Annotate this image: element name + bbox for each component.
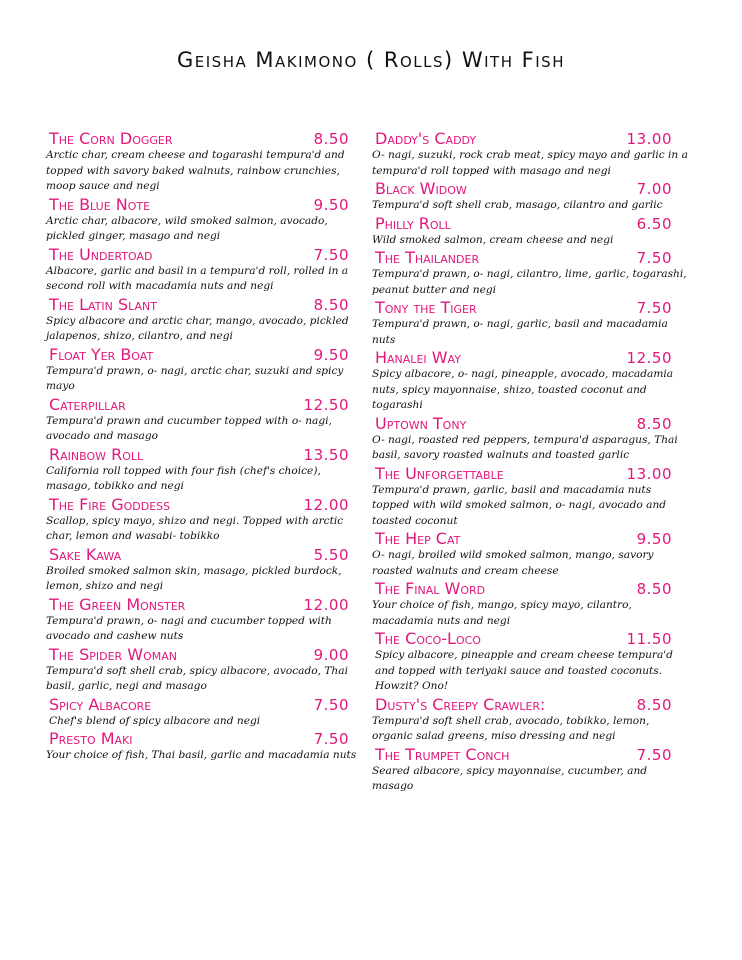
item-price: 7.50 (313, 695, 349, 714)
item-description: Spicy albacore, pineapple and cream cheese tempura'd and topped with teriyaki sauce and toasted coconuts. Howzit? Ono! (375, 649, 673, 692)
item-description: Tempura'd soft shell crab, masago, cilantro and garlic (372, 199, 663, 211)
item-price: 7.00 (636, 180, 672, 198)
menu-item (46, 546, 363, 595)
item-description: Spicy albacore, o- nagi, pineapple, avocado, macadamia nuts, spicy mayonnaise, shizo, toasted coconut and togarashi (372, 368, 674, 411)
item-description: O- nagi, broiled wild smoked salmon, mango, savory roasted walnuts and cream cheese (372, 549, 654, 577)
menu-item (372, 465, 690, 530)
item-name: Uptown Tony (375, 413, 467, 433)
item-price: 9.50 (636, 530, 672, 548)
item-name: The Spider Woman (49, 644, 177, 664)
item-price: 8.50 (636, 695, 672, 714)
menu-item (46, 196, 363, 245)
item-description: California roll topped with four fish (chef's choice), masago, tobikko and negi (46, 464, 321, 492)
item-description: Spicy albacore and arctic char, mango, avocado, pickled jalapenos, shizo, cilantro, and negi (46, 314, 349, 342)
item-price: 13.00 (626, 464, 672, 483)
item-price: 12.50 (303, 395, 349, 414)
item-name: Rainbow Roll (49, 444, 144, 464)
item-description: Your choice of fish, Thai basil, garlic and macadamia nuts (46, 749, 357, 761)
item-description: Tempura'd prawn, o- nagi and cucumber topped with avocado and cashew nuts (46, 614, 332, 642)
menu-item (372, 630, 690, 695)
item-description: Albacore, garlic and basil in a tempura'd roll, rolled in a second roll with macadamia nuts and negi (46, 264, 349, 292)
menu-item (372, 299, 690, 348)
item-description: Broiled smoked salmon skin, masago, pickled burdock, lemon, shizo and negi (46, 564, 342, 592)
menu-item (372, 249, 690, 298)
item-price: 7.50 (636, 299, 672, 317)
item-name: Hanalei Way (375, 348, 461, 367)
item-name: Float Yer Boat (49, 344, 154, 364)
item-name: Dusty's Creepy Crawler: (375, 694, 546, 714)
item-description: O- nagi, roasted red peppers, tempura'd asparagus, Thai basil, savory roasted walnuts and toasted garlic (372, 433, 678, 461)
item-name: Sake Kawa (49, 544, 122, 564)
menu-item (46, 346, 363, 395)
item-price: 7.50 (313, 730, 349, 748)
item-price: 12.50 (626, 349, 672, 367)
menu-item (372, 130, 690, 179)
item-price: 7.50 (636, 745, 672, 764)
item-name: The Green Monster (49, 594, 186, 614)
menu-item (46, 496, 363, 545)
item-description: O- nagi, suzuki, rock crab meat, spicy mayo and garlic in a tempura'd roll topped with masago and negi (372, 149, 688, 177)
item-name: The Corn Dogger (49, 129, 173, 148)
menu-column-right (372, 130, 690, 796)
item-price: 7.50 (636, 249, 672, 267)
item-description: Tempura'd prawn and cucumber topped with o- nagi, avocado and masago (46, 414, 332, 442)
item-description: Seared albacore, spicy mayonnaise, cucumber, and masago (372, 764, 648, 792)
menu-item (372, 215, 690, 249)
item-name: The Fire Goddess (49, 494, 171, 514)
item-name: Philly Roll (375, 213, 451, 233)
item-description: Tempura'd soft shell crab, avocado, tobikko, lemon, organic salad greens, miso dressing and negi (372, 714, 650, 742)
item-price: 13.00 (626, 130, 672, 148)
menu-item (46, 246, 363, 295)
page-title: Geisha Makimono ( Rolls) With Fish (177, 48, 565, 72)
item-name: The Trumpet Conch (375, 744, 510, 764)
item-price: 13.50 (303, 445, 349, 464)
menu-item (372, 696, 690, 745)
item-description: Wild smoked salmon, cream cheese and negi (372, 233, 614, 246)
menu-item (372, 746, 690, 795)
item-description: Your choice of fish, mango, spicy mayo, cilantro, macadamia nuts and negi (372, 599, 632, 627)
item-description: Tempura'd prawn, o- nagi, arctic char, suzuki and spicy mayo (46, 364, 344, 392)
item-price: 8.50 (313, 295, 349, 314)
item-description: Arctic char, albacore, wild smoked salmon, avocado, pickled ginger, masago and negi (46, 214, 328, 242)
menu-item (372, 580, 690, 629)
item-price: 9.00 (313, 645, 349, 664)
item-name: The Latin Slant (49, 294, 157, 314)
item-description: Chef's blend of spicy albacore and negi (49, 714, 261, 727)
item-price: 9.50 (313, 345, 349, 364)
item-price: 11.50 (626, 630, 672, 648)
item-name: The Undertoad (49, 244, 153, 264)
menu-item (46, 646, 363, 695)
item-name: The Thailander (375, 248, 480, 267)
item-description: Tempura'd prawn, o- nagi, garlic, basil and macadamia nuts (372, 318, 668, 346)
item-name: Black Widow (375, 179, 467, 198)
item-name: The Final Word (375, 579, 486, 598)
item-price: 8.50 (636, 414, 672, 433)
menu-item (372, 530, 690, 579)
item-name: Tony the Tiger (375, 298, 477, 317)
item-price: 6.50 (636, 214, 672, 233)
item-price: 12.00 (303, 595, 349, 614)
item-description: Tempura'd prawn, garlic, basil and macadamia nuts topped with wild smoked salmon, o- nagi, avocado and toasted coconut (372, 483, 667, 527)
item-name: Spicy Albacore (49, 694, 152, 714)
item-description: Arctic char, cream cheese and togarashi tempura'd and topped with savory baked walnuts, rainbow crunchies, moop sauce and negi (46, 149, 345, 192)
item-description: Scallop, spicy mayo, shizo and negi. Topped with arctic char, lemon and wasabi- tobikko (46, 514, 344, 542)
menu-item (46, 396, 363, 445)
menu-item (372, 180, 690, 214)
item-name: Presto Maki (49, 729, 133, 748)
item-name: The Blue Note (49, 194, 151, 214)
item-name: Caterpillar (49, 394, 126, 414)
item-name: The Coco-Loco (375, 629, 481, 648)
menu-item (46, 596, 363, 645)
item-name: The Hep Cat (375, 529, 461, 548)
menu-item (372, 415, 690, 464)
item-name: The Unforgettable (375, 463, 504, 483)
item-price: 5.50 (313, 545, 349, 564)
item-price: 12.00 (303, 495, 349, 514)
item-price: 9.50 (313, 195, 349, 214)
item-price: 8.50 (313, 130, 349, 148)
menu-item (46, 130, 363, 195)
item-description: Tempura'd soft shell crab, spicy albacore, avocado, Thai basil, garlic, negi and masago (46, 664, 348, 692)
item-price: 7.50 (313, 245, 349, 264)
menu-item (46, 296, 363, 345)
item-price: 8.50 (636, 580, 672, 598)
menu-item (46, 730, 363, 764)
item-name: Daddy's Caddy (375, 129, 477, 148)
menu-column-left (46, 130, 363, 765)
menu-item (372, 349, 690, 414)
menu-item (46, 446, 363, 495)
item-description: Tempura'd prawn, o- nagi, cilantro, lime, garlic, togarashi, peanut butter and negi (372, 268, 687, 296)
menu-item (46, 696, 363, 730)
